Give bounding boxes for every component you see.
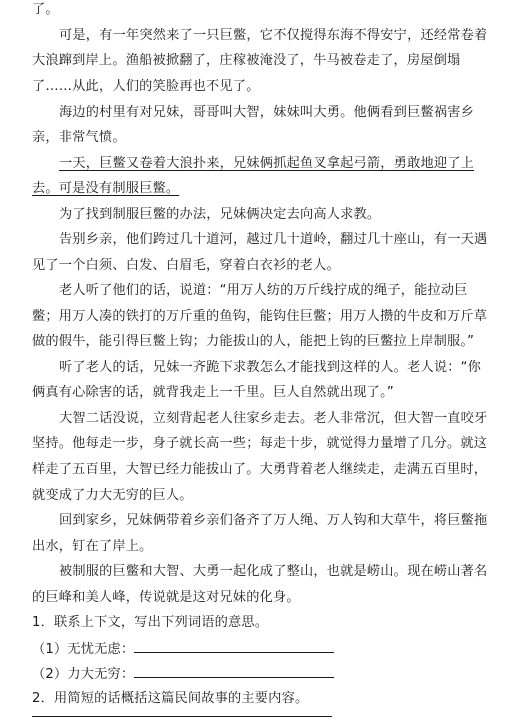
underlined-sentence: 一天，巨鳖又卷着大浪扑来，兄妹俩抓起鱼叉拿起弓箭，勇敢地迎了上 (59, 156, 475, 171)
question-1b-row (32, 665, 492, 684)
story-line: 出水，钉在了岸上。 (32, 539, 153, 554)
story-paragraph-start: 为了找到制服巨鳖的办法，兄妹俩决定去向高人求教。 (59, 207, 381, 222)
question-1a-label: （1）无忧无虑： (32, 642, 135, 657)
question-2: 2．用简短的话概括这篇民间故事的主要内容。 (32, 691, 309, 706)
story-line: 的巨峰和美人峰，传说就是这对兄妹的化身。 (32, 590, 300, 605)
question-1b-label: （2）力大无穷： (32, 667, 135, 682)
answer-blank-1b[interactable] (134, 665, 334, 678)
story-paragraph-start: 海边的村里有对兄妹，哥哥叫大智，妹妹叫大勇。他俩看到巨鳖祸害乡 (59, 105, 475, 120)
story-line: 做的假牛，能引得巨鳖上钩；力能拔山的人，能把上钩的巨鳖拉上岸制服。” (32, 334, 475, 349)
story-line: 了。 (32, 2, 59, 17)
story-paragraph-start: 回到家乡，兄妹俩带着乡亲们备齐了万人绳、万人钩和大草牛，将巨鳖拖 (59, 513, 488, 528)
story-line: 鳖；用万人凑的铁打的万斤重的鱼钩，能钩住巨鳖；用万人攒的牛皮和万斤草 (32, 309, 488, 324)
story-line: 就变成了力大无穷的巨人。 (32, 488, 193, 503)
story-line: 亲，非常气愤。 (32, 130, 126, 145)
answer-blank-1a[interactable] (134, 640, 334, 653)
story-paragraph-start: 可是，有一年突然来了一只巨鳖，它不仅搅得东海不得安宁，还经常卷着 (59, 28, 488, 43)
story-line: 了……从此，人们的笑脸再也不见了。 (32, 79, 260, 94)
story-paragraph-start: 大智二话没说，立刻背起老人往家乡走去。老人非常沉，但大智一直咬牙 (59, 411, 488, 426)
story-line: 大浪蹿到岸上。渔船被掀翻了，庄稼被淹没了，牛马被卷走了，房屋倒塌 (32, 53, 461, 68)
story-paragraph-start: 被制服的巨鳖和大智、大勇一起化成了整山，也就是崂山。现在崂山著名 (59, 564, 488, 579)
question-1a-row (32, 640, 492, 659)
story-paragraph-start: 听了老人的话，兄妹一齐跪下求教怎么才能找到这样的人。老人说：“你 (59, 360, 482, 375)
story-paragraph-start: 告别乡亲，他们跨过几十道河，越过几十道岭，翻过几十座山，有一天遇 (59, 232, 488, 247)
question-1: 1．联系上下文，写出下列词语的意思。 (32, 615, 269, 630)
answer-blank-2[interactable] (32, 704, 332, 717)
story-line: 见了一个白须、白发、白眉毛，穿着白衣衫的老人。 (32, 258, 340, 273)
underlined-sentence: 去。可是没有制服巨鳖。 (32, 181, 180, 196)
story-paragraph-start: 老人听了他们的话，说道：“用万人纺的万斤线拧成的绳子，能拉动巨 (59, 283, 468, 298)
story-line: 坚持。他每走一步，身子就长高一些；每走十步，就觉得力量增了几分。就这 (32, 436, 488, 451)
story-line: 样走了五百里，大智已经力能拔山了。大勇背着老人继续走，走满五百里时， (32, 462, 488, 477)
story-line: 俩真有心除害的话，就背我走上一千里。巨人自然就出现了。” (32, 385, 394, 400)
